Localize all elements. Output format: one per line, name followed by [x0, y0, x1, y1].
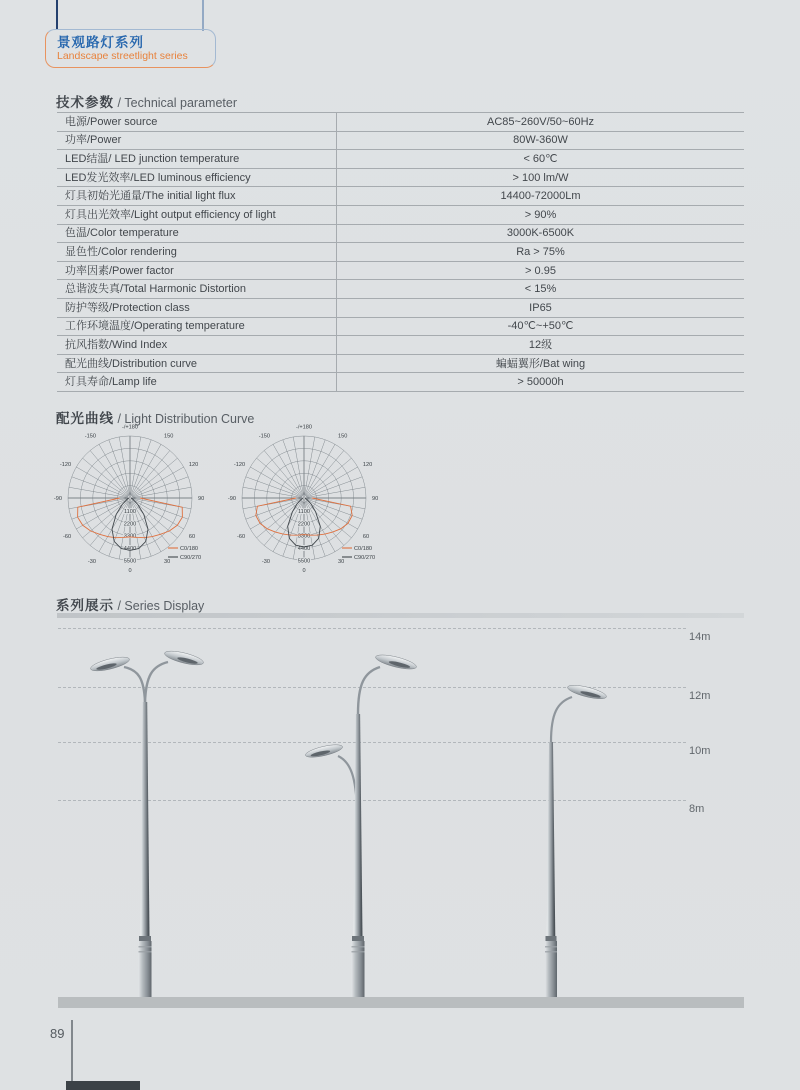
svg-text:0: 0	[128, 568, 132, 574]
param-value: > 0.95	[337, 261, 745, 280]
section-title-zh: 系列展示	[56, 598, 114, 613]
ground-platform	[58, 997, 744, 1008]
series-title-zh: 景观路灯系列	[57, 35, 144, 50]
svg-text:1100: 1100	[297, 508, 311, 515]
svg-text:-120: -120	[233, 462, 246, 468]
parameter-table-body	[57, 113, 744, 392]
svg-text:3300: 3300	[123, 533, 137, 540]
param-value: AC85~260V/50~60Hz	[337, 113, 745, 132]
param-value: -40℃~+50℃	[337, 317, 745, 336]
svg-text:C0/180: C0/180	[354, 546, 373, 552]
streetlight-single-arm	[545, 683, 608, 997]
section-title-zh: 配光曲线	[56, 411, 114, 426]
svg-text:150: 150	[338, 433, 348, 440]
table-row	[57, 131, 744, 150]
light-distribution-chart-2	[224, 422, 396, 580]
pole-base	[545, 941, 557, 997]
height-label: 8m	[689, 803, 705, 815]
svg-text:-/+180: -/+180	[121, 424, 139, 431]
table-row	[57, 354, 744, 373]
param-label: 总谐波失真/Total Harmonic Distortion	[57, 280, 337, 299]
lamp-head	[163, 648, 204, 667]
height-label: 10m	[689, 745, 711, 757]
param-label: 显色性/Color rendering	[57, 243, 337, 262]
pole	[141, 702, 150, 938]
section-title-zh: 技术参数	[56, 95, 114, 110]
param-label: 灯具出光效率/Light output efficiency of light	[57, 205, 337, 224]
table-row	[57, 298, 744, 317]
param-label: 工作环境温度/Operating temperature	[57, 317, 337, 336]
param-label: LED发光效率/LED luminous efficiency	[57, 168, 337, 187]
svg-text:90: 90	[198, 496, 205, 502]
svg-text:-90: -90	[227, 496, 236, 502]
lamp-head	[374, 652, 417, 672]
section-title-separator: /	[114, 599, 125, 613]
section-title-separator: /	[114, 96, 125, 110]
param-label: 电源/Power source	[57, 113, 337, 132]
svg-text:60: 60	[188, 534, 196, 540]
svg-text:-150: -150	[258, 433, 270, 440]
pole	[354, 714, 363, 938]
table-row	[57, 373, 744, 392]
table-row	[57, 317, 744, 336]
param-value: > 100 lm/W	[337, 168, 745, 187]
svg-text:1100: 1100	[123, 508, 137, 515]
lamp-head	[89, 654, 130, 673]
section-title-separator: /	[114, 412, 125, 426]
param-value: Ra > 75%	[337, 243, 745, 262]
table-row	[57, 243, 744, 262]
page-number: 89	[50, 1026, 65, 1041]
param-label: 功率/Power	[57, 131, 337, 150]
section-title-en: Technical parameter	[124, 96, 237, 110]
svg-text:-/+180: -/+180	[295, 424, 313, 431]
lamp-head	[304, 742, 343, 760]
svg-text:-60: -60	[237, 534, 246, 540]
table-row	[57, 224, 744, 243]
svg-text:150: 150	[164, 433, 174, 440]
param-label: 功率因素/Power factor	[57, 261, 337, 280]
section-divider	[57, 613, 744, 618]
param-label: 色温/Color temperature	[57, 224, 337, 243]
pole-base	[352, 941, 365, 997]
footer-rule	[71, 1020, 73, 1090]
svg-text:30: 30	[164, 558, 171, 565]
series-title-en: Landscape streetlight series	[57, 50, 188, 62]
svg-text:120: 120	[362, 462, 373, 468]
streetlights-illustration	[0, 620, 800, 1020]
param-value: 12级	[337, 336, 745, 355]
svg-text:2200: 2200	[297, 521, 311, 528]
header-accent-line-left	[56, 0, 58, 30]
height-label: 14m	[689, 631, 711, 643]
svg-text:-30: -30	[261, 558, 270, 565]
param-label: 配光曲线/Distribution curve	[57, 354, 337, 373]
section-title-en: Light Distribution Curve	[124, 412, 255, 426]
param-label: 防护等级/Protection class	[57, 298, 337, 317]
table-row	[57, 150, 744, 169]
table-row	[57, 336, 744, 355]
height-label: 12m	[689, 690, 711, 702]
svg-text:0: 0	[302, 568, 306, 574]
svg-text:-30: -30	[87, 558, 96, 565]
light-distribution-chart-1	[50, 422, 222, 580]
param-label: 灯具初始光通量/The initial light flux	[57, 187, 337, 206]
pole-base	[139, 941, 152, 997]
section-title-en: Series Display	[124, 599, 205, 613]
param-value: IP65	[337, 298, 745, 317]
pole	[547, 742, 556, 938]
parameter-table	[57, 112, 744, 392]
param-label: 抗风指数/Wind Index	[57, 336, 337, 355]
svg-text:-60: -60	[63, 534, 72, 540]
param-value: 蝙蝠翼形/Bat wing	[337, 354, 745, 373]
svg-text:4400: 4400	[123, 546, 137, 553]
svg-text:5500: 5500	[123, 558, 137, 565]
svg-text:60: 60	[362, 534, 370, 540]
svg-text:120: 120	[188, 462, 199, 468]
series-badge	[45, 29, 216, 68]
svg-text:90: 90	[372, 496, 379, 502]
svg-text:2200: 2200	[123, 521, 137, 528]
table-row	[57, 280, 744, 299]
streetlight-double-arm	[89, 648, 204, 997]
param-value: < 15%	[337, 280, 745, 299]
svg-text:30: 30	[338, 558, 345, 565]
svg-text:C90/270: C90/270	[354, 555, 376, 561]
svg-text:5500: 5500	[297, 558, 311, 565]
svg-text:-90: -90	[53, 496, 62, 502]
table-row	[57, 187, 744, 206]
svg-text:0: 0	[128, 496, 132, 503]
param-value: 80W-360W	[337, 131, 745, 150]
param-value: > 50000h	[337, 373, 745, 392]
param-value: 3000K-6500K	[337, 224, 745, 243]
svg-text:-150: -150	[84, 433, 96, 440]
param-value: < 60℃	[337, 150, 745, 169]
svg-text:-120: -120	[59, 462, 72, 468]
lamp-head	[566, 683, 607, 702]
svg-text:C90/270: C90/270	[180, 555, 202, 561]
table-row	[57, 168, 744, 187]
svg-text:C0/180: C0/180	[180, 546, 199, 552]
table-row	[57, 261, 744, 280]
footer-mark	[66, 1081, 140, 1090]
table-row	[57, 205, 744, 224]
param-label: LED结温/ LED junction temperature	[57, 150, 337, 169]
section-title-technical-parameter	[56, 86, 237, 114]
svg-text:4400: 4400	[297, 546, 311, 553]
header-accent-line-right	[202, 0, 204, 31]
param-value: > 90%	[337, 205, 745, 224]
svg-text:0: 0	[302, 496, 306, 503]
streetlight-two-level	[304, 652, 417, 997]
table-row	[57, 113, 744, 132]
param-label: 灯具寿命/Lamp life	[57, 373, 337, 392]
param-value: 14400-72000Lm	[337, 187, 745, 206]
svg-text:3300: 3300	[297, 533, 311, 540]
